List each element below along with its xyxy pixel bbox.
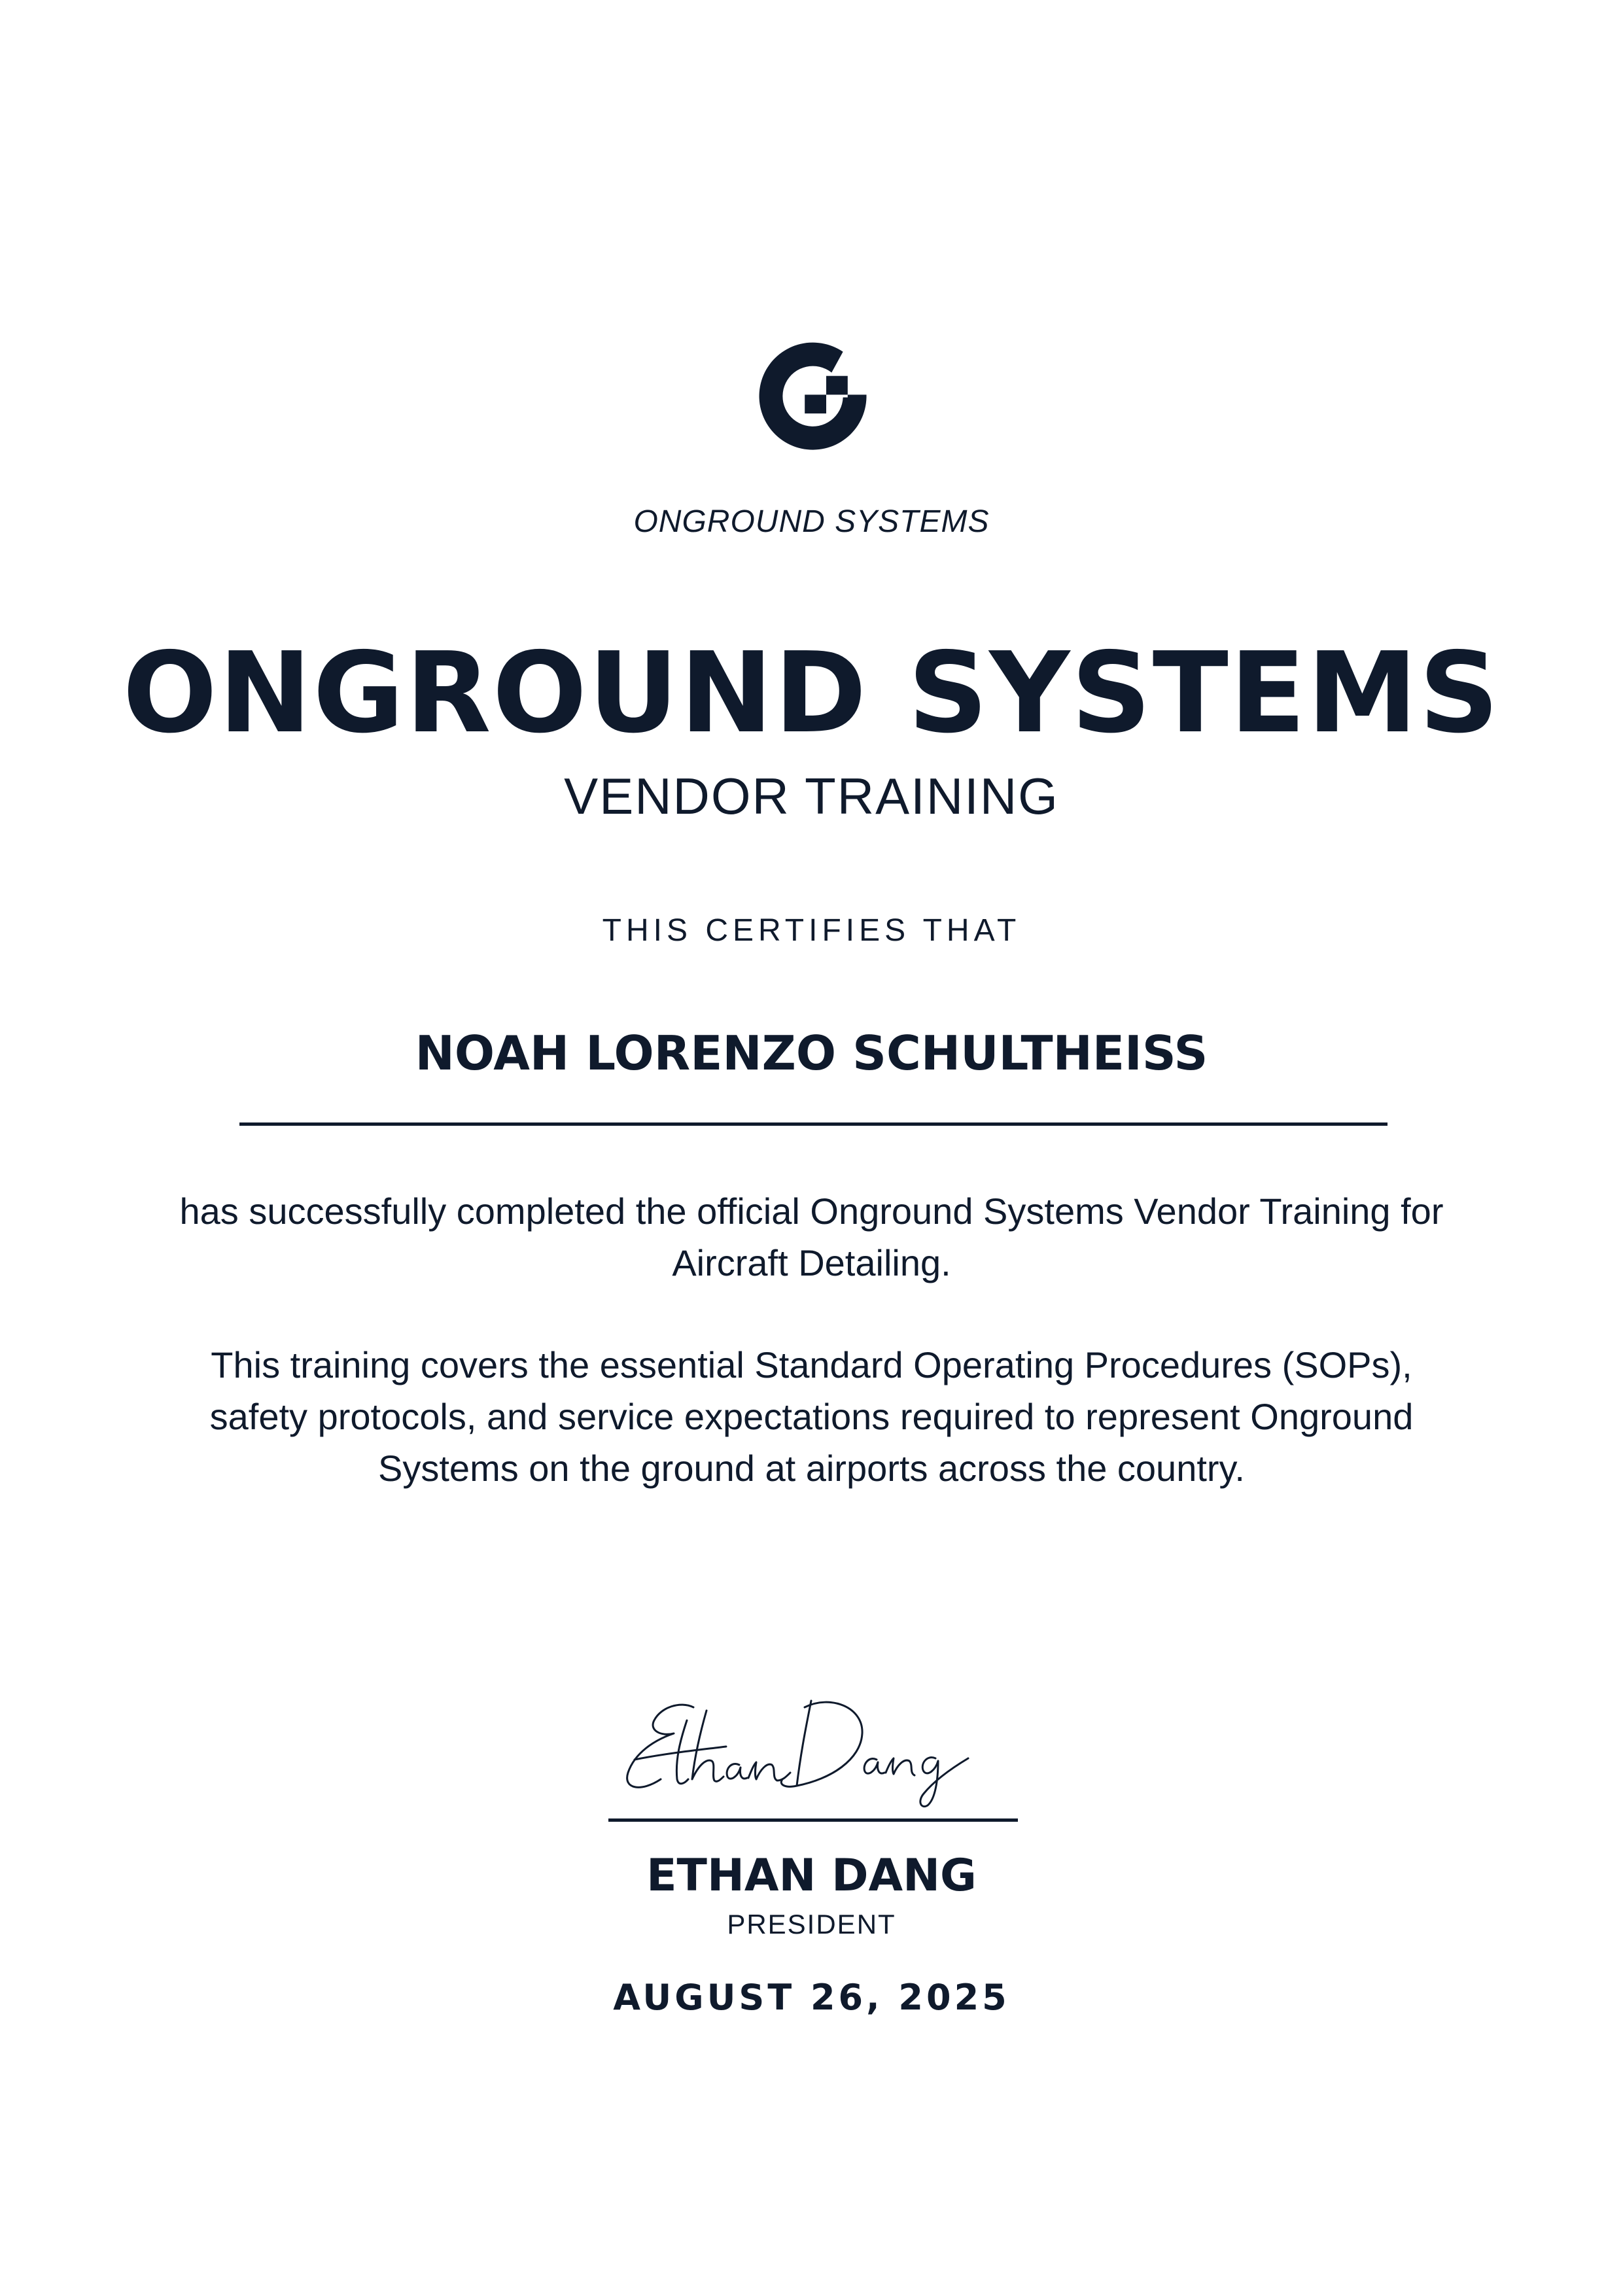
- certificate-subtitle: VENDOR TRAINING: [564, 767, 1059, 825]
- ongroundsystems-g-logo-icon: [746, 330, 880, 464]
- certificate-title: ONGROUND SYSTEMS: [122, 629, 1501, 758]
- brand-name: ONGROUND SYSTEMS: [633, 504, 990, 539]
- recipient-name: NOAH LORENZO SCHULTHEISS: [415, 1026, 1208, 1081]
- recipient-divider: [239, 1122, 1387, 1126]
- certificate-date: AUGUST 26, 2025: [613, 1977, 1010, 2018]
- handwritten-signature: [615, 1681, 1007, 1812]
- signatory-title: PRESIDENT: [727, 1909, 896, 1939]
- signatory-name: ETHAN DANG: [646, 1850, 977, 1902]
- signature-line: [608, 1818, 1018, 1822]
- completion-paragraph: has successfully completed the official Onground Systems Vendor Training for Aircraft Detailing.: [179, 1191, 1444, 1283]
- training-description-paragraph: This training covers the essential Standard Operating Procedures (SOPs), safety protocols, and service expectations required to represent Onground Systems on the ground at airports across the country.: [209, 1344, 1414, 1489]
- certifies-label: THIS CERTIFIES THAT: [602, 913, 1021, 948]
